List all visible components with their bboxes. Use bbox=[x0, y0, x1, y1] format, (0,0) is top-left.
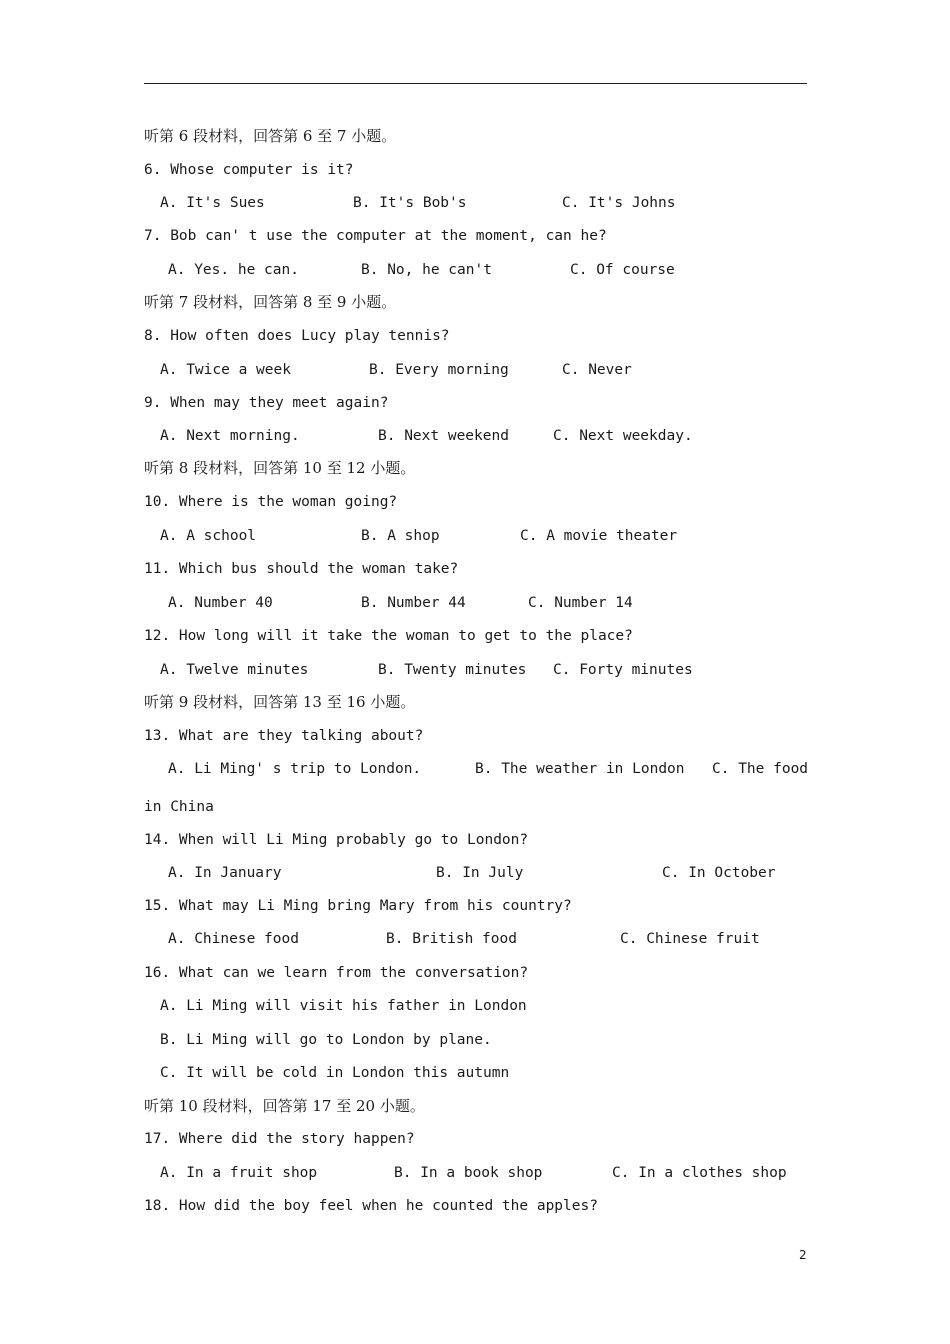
option-c: C. Number 14 bbox=[528, 595, 633, 611]
option-a: A. Twelve minutes bbox=[160, 662, 309, 678]
option-b: B. The weather in London bbox=[475, 761, 685, 777]
option-a: A. Li Ming' s trip to London. bbox=[168, 761, 422, 777]
option-c: C. A movie theater bbox=[520, 528, 678, 544]
option-b: B. Li Ming will go to London by plane. bbox=[160, 1032, 492, 1048]
option-c: C. It will be cold in London this autumn bbox=[160, 1065, 510, 1081]
question: 9. When may they meet again? bbox=[144, 395, 389, 411]
header-rule bbox=[144, 83, 807, 84]
option-b: B. It's Bob's bbox=[353, 195, 467, 211]
option-b: B. No, he can't bbox=[361, 262, 492, 278]
option-b: B. Twenty minutes bbox=[378, 662, 527, 678]
option-c: C. Never bbox=[562, 362, 632, 378]
question: 18. How did the boy feel when he counted the apples? bbox=[144, 1198, 598, 1214]
option-a: A. Number 40 bbox=[168, 595, 273, 611]
option-a: A. Chinese food bbox=[168, 931, 299, 947]
option-a: A. Twice a week bbox=[160, 362, 291, 378]
section-heading: 听第 6 段材料，回答第 6 至 7 小题。 bbox=[144, 127, 397, 145]
option-b: B. Next weekend bbox=[378, 428, 509, 444]
question: 6. Whose computer is it? bbox=[144, 162, 354, 178]
option-b: B. Number 44 bbox=[361, 595, 466, 611]
option-c: C. Forty minutes bbox=[553, 662, 693, 678]
option-b: B. In July bbox=[436, 865, 524, 881]
option-a: A. Yes. he can. bbox=[168, 262, 299, 278]
question: 7. Bob can' t use the computer at the moment, can he? bbox=[144, 228, 607, 244]
option-b: B. A shop bbox=[361, 528, 440, 544]
option-c: C. Of course bbox=[570, 262, 675, 278]
question: 16. What can we learn from the conversation? bbox=[144, 965, 529, 981]
option-a: A. In January bbox=[168, 865, 282, 881]
option-c: C. Next weekday. bbox=[553, 428, 693, 444]
option-a: A. It's Sues bbox=[160, 195, 265, 211]
section-heading: 听第 9 段材料，回答第 13 至 16 小题。 bbox=[144, 693, 416, 711]
option-b: B. Every morning bbox=[369, 362, 509, 378]
option-a: A. In a fruit shop bbox=[160, 1165, 318, 1181]
option-c: C. It's Johns bbox=[562, 195, 676, 211]
option-a: A. Next morning. bbox=[160, 428, 300, 444]
question: 13. What are they talking about? bbox=[144, 728, 424, 744]
option-c: C. In October bbox=[662, 865, 776, 881]
option-c-continuation: in China bbox=[144, 799, 214, 815]
question: 11. Which bus should the woman take? bbox=[144, 561, 459, 577]
question: 14. When will Li Ming probably go to London? bbox=[144, 832, 529, 848]
option-c: C. The food bbox=[712, 761, 809, 777]
question: 12. How long will it take the woman to get to the place? bbox=[144, 628, 633, 644]
section-heading: 听第 10 段材料，回答第 17 至 20 小题。 bbox=[144, 1097, 425, 1115]
option-c: C. Chinese fruit bbox=[620, 931, 760, 947]
section-heading: 听第 7 段材料，回答第 8 至 9 小题。 bbox=[144, 293, 397, 311]
question: 10. Where is the woman going? bbox=[144, 494, 398, 510]
option-b: B. British food bbox=[386, 931, 517, 947]
question: 8. How often does Lucy play tennis? bbox=[144, 328, 450, 344]
option-a: A. Li Ming will visit his father in London bbox=[160, 998, 527, 1014]
question: 17. Where did the story happen? bbox=[144, 1131, 415, 1147]
question: 15. What may Li Ming bring Mary from his country? bbox=[144, 898, 572, 914]
option-b: B. In a book shop bbox=[394, 1165, 543, 1181]
option-c: C. In a clothes shop bbox=[612, 1165, 787, 1181]
page-number: 2 bbox=[799, 1248, 807, 1262]
section-heading: 听第 8 段材料，回答第 10 至 12 小题。 bbox=[144, 459, 416, 477]
option-a: A. A school bbox=[160, 528, 257, 544]
